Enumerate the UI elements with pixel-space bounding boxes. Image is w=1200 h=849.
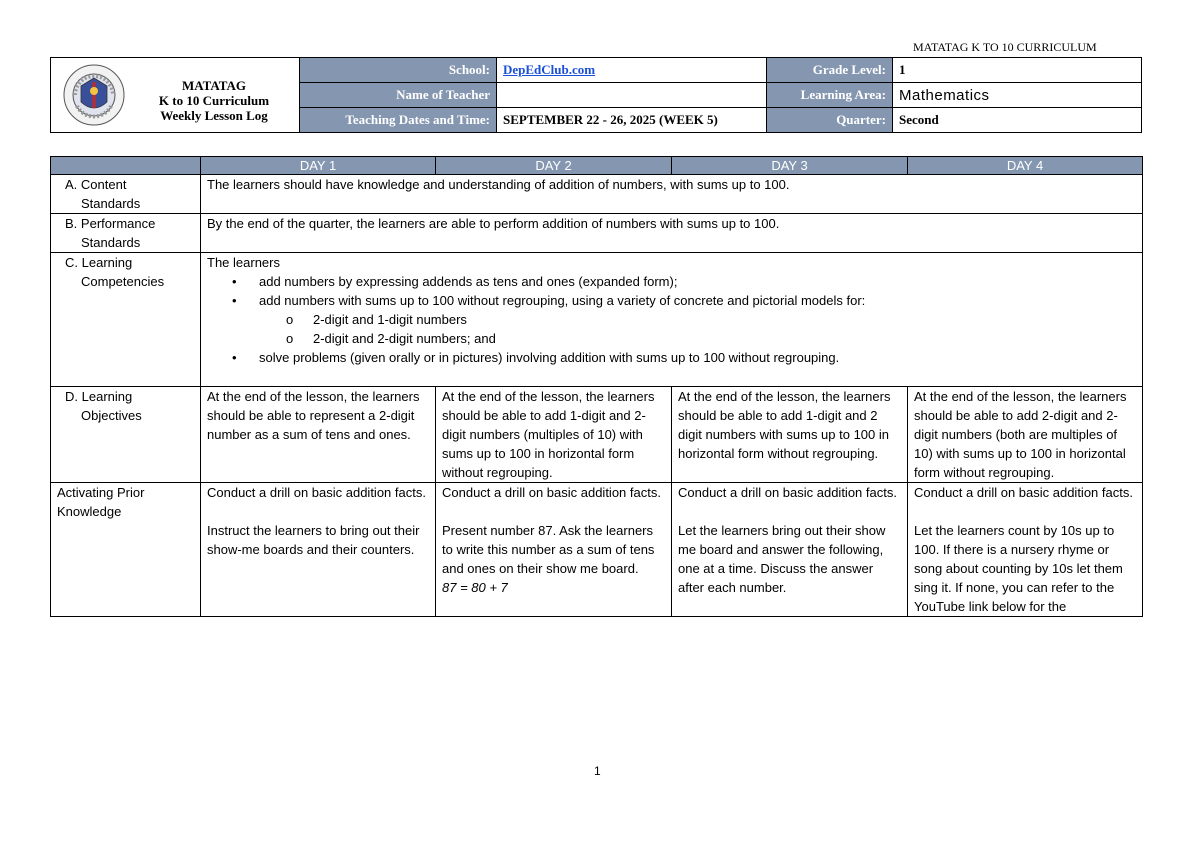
curriculum-corner-label: MATATAG K TO 10 CURRICULUM xyxy=(913,40,1097,54)
deped-seal-icon xyxy=(63,64,125,126)
prior-paragraph: Conduct a drill on basic addition facts. xyxy=(678,485,897,500)
row-letter: D. xyxy=(65,389,78,404)
day-4-header: DAY 4 xyxy=(908,157,1143,175)
objective-day-4: At the end of the lesson, the learners should be able to add 2-digit and 2-digit numbers (both are multiples of 10) with sums up to 100 in horizontal form without regrouping. xyxy=(908,387,1143,483)
competency-bullet: • solve problems (given orally or in pictures) involving addition with sums up to 100 without regrouping. xyxy=(259,348,1136,367)
row-label-line1: Performance xyxy=(80,216,156,231)
performance-standards-label xyxy=(51,214,201,253)
lesson-log-table xyxy=(50,156,1143,617)
prior-day-3 xyxy=(672,483,908,617)
row-label-line2: Objectives xyxy=(81,408,142,423)
learning-competencies-cell xyxy=(201,253,1143,387)
learning-area-text: Mathematics xyxy=(899,86,990,104)
content-standards-text: The learners should have knowledge and understanding of addition of numbers, with sums up to 100. xyxy=(201,175,1143,214)
competency-sublist xyxy=(259,310,1136,348)
day-2-header: DAY 2 xyxy=(436,157,672,175)
day-3-header: DAY 3 xyxy=(672,157,908,175)
prior-day-4 xyxy=(908,483,1143,617)
teaching-dates-label: Teaching Dates and Time: xyxy=(300,108,497,133)
learning-area-value xyxy=(893,83,1142,108)
day-1-header: DAY 1 xyxy=(201,157,436,175)
competency-sub-item: o 2-digit and 1-digit numbers xyxy=(313,310,1136,329)
prior-paragraph: Present number 87. Ask the learners to write this number as a sum of tens and ones on their show me board. xyxy=(442,523,655,576)
brand-subtitle: K to 10 Curriculum xyxy=(158,93,270,108)
quarter-label: Quarter: xyxy=(767,108,893,133)
brand-cell xyxy=(51,58,300,133)
day-header-row xyxy=(51,157,1143,175)
row-letter: A. xyxy=(65,177,78,192)
objective-day-2: At the end of the lesson, the learners should be able to add 1-digit and 2-digit numbers (multiples of 10) with sums up to 100 in horizontal form without regrouping. xyxy=(436,387,672,483)
competency-sub-item: o 2-digit and 2-digit numbers; and xyxy=(313,329,1136,348)
objective-day-3: At the end of the lesson, the learners should be able to add 1-digit and 2 digit numbers with sums up to 100 in horizontal form without regrouping. xyxy=(672,387,908,483)
learning-competencies-row xyxy=(51,253,1143,387)
teaching-dates-value: SEPTEMBER 22 - 26, 2025 (WEEK 5) xyxy=(497,108,767,133)
row-label-line2: Competencies xyxy=(81,274,165,289)
competency-bullet-text: add numbers with sums up to 100 without regrouping, using a variety of concrete and pictorial models for: xyxy=(259,293,866,308)
grade-level-label: Grade Level: xyxy=(767,58,893,83)
prior-paragraph: Conduct a drill on basic addition facts. xyxy=(914,485,1133,500)
prior-paragraph: Let the learners count by 10s up to 100. If there is a nursery rhyme or song about counting by 10s let them sing it. If none, you can refer to the YouTube link below for the xyxy=(914,523,1123,614)
prior-paragraph: Conduct a drill on basic addition facts. xyxy=(207,485,426,500)
competency-bullet: • add numbers by expressing addends as tens and ones (expanded form); xyxy=(259,272,1136,291)
learning-objectives-row xyxy=(51,387,1143,483)
row-label-line2: Knowledge xyxy=(57,504,122,519)
competencies-list xyxy=(207,272,1136,367)
objective-day-1: At the end of the lesson, the learners should be able to represent a 2-digit number as a sum of tens and ones. xyxy=(201,387,436,483)
corner-header-cell xyxy=(51,157,201,175)
content-standards-label xyxy=(51,175,201,214)
learning-area-label: Learning Area: xyxy=(767,83,893,108)
brand-title: MATATAG xyxy=(181,78,247,93)
row-label-line1: Activating Prior xyxy=(57,485,145,500)
learning-objectives-label xyxy=(51,387,201,483)
performance-standards-text: By the end of the quarter, the learners are able to perform addition of numbers with sums up to 100. xyxy=(201,214,1143,253)
prior-day-2 xyxy=(436,483,672,617)
row-label-line1: Learning xyxy=(81,255,133,270)
row-label-line2: Standards xyxy=(81,235,141,250)
school-value xyxy=(497,58,767,83)
competency-bullet xyxy=(259,291,1136,348)
row-label-line2: Standards xyxy=(81,196,141,211)
row-label-line1: Learning xyxy=(81,389,133,404)
prior-paragraph: Instruct the learners to bring out their show-me boards and their counters. xyxy=(207,523,420,557)
teacher-value xyxy=(497,83,767,108)
prior-paragraph: Conduct a drill on basic addition facts. xyxy=(442,485,661,500)
prior-day-1 xyxy=(201,483,436,617)
prior-equation: 87 = 80 + 7 xyxy=(442,580,508,595)
school-link[interactable]: DepEdClub.com xyxy=(503,62,596,77)
row-letter: C. xyxy=(65,255,78,270)
row-letter: B. xyxy=(65,216,78,231)
page-number: 1 xyxy=(594,764,601,778)
prior-paragraph: Let the learners bring out their show me board and answer the following, one at a time. Discuss the answer after each number. xyxy=(678,523,886,595)
activating-prior-knowledge-label xyxy=(51,483,201,617)
content-standards-row xyxy=(51,175,1143,214)
performance-standards-row xyxy=(51,214,1143,253)
brand-doc-type: Weekly Lesson Log xyxy=(160,108,268,123)
quarter-value: Second xyxy=(893,108,1142,133)
header-table xyxy=(50,57,1142,133)
row-label-line1: Content xyxy=(80,177,127,192)
school-label: School: xyxy=(300,58,497,83)
grade-level-value: 1 xyxy=(893,58,1142,83)
competencies-intro: The learners xyxy=(207,255,280,270)
teacher-label: Name of Teacher xyxy=(300,83,497,108)
learning-competencies-label xyxy=(51,253,201,387)
activating-prior-knowledge-row xyxy=(51,483,1143,617)
